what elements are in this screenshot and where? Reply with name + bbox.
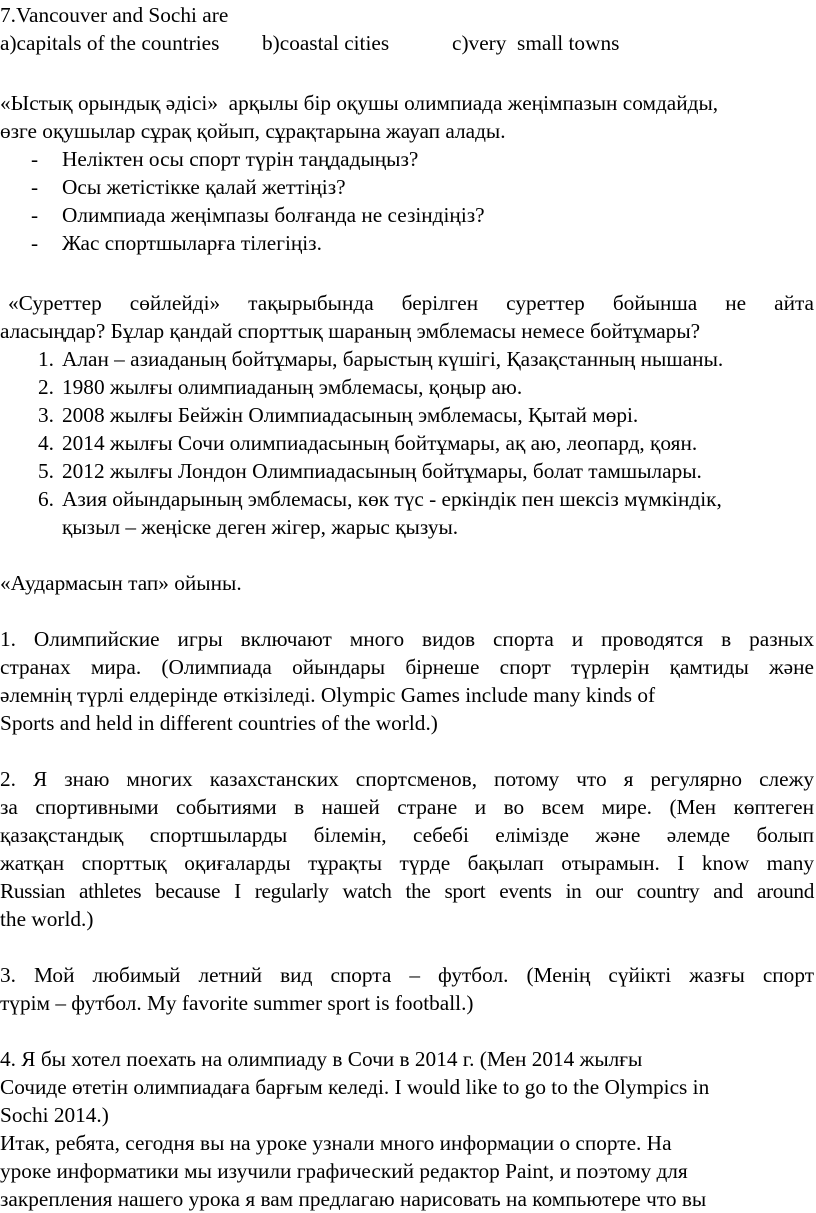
bullet-dash: -: [31, 175, 39, 199]
paragraph-line: уроке информатики мы изучили графический редактор Paint, и поэтому для: [0, 1159, 688, 1183]
paragraph-line: қазақстандық спортшыларды білемін, себебі елімізде және әлемде болып: [0, 823, 814, 847]
item-number: 5.: [38, 459, 54, 483]
item-number: 4.: [38, 431, 54, 455]
item-number: 6.: [38, 487, 54, 511]
pictures-intro-line1: «Суреттер сөйлейді» тақырыбында берілген суреттер бойынша не айта: [8, 291, 814, 315]
question-text: Жас спортшыларға тілегіңіз.: [62, 231, 322, 255]
translation-game-title: «Аудармасын тап» ойыны.: [0, 571, 242, 595]
item-text: 2008 жылғы Бейжін Олимпиадасының эмблемасы, Қытай мөрі.: [62, 403, 639, 427]
hot-seat-intro-line1: «Ыстық орындық әдісі» арқылы бір оқушы олимпиада жеңімпазын сомдайды,: [0, 91, 719, 115]
paragraph-line: түрім – футбол. My favorite summer sport is football.): [0, 991, 474, 1015]
paragraph-line: 3. Мой любимый летний вид спорта – футбол. (Менің сүйікті жазғы спорт: [0, 963, 814, 987]
paragraph-line: 2. Я знаю многих казахстанских спортсменов, потому что я регулярно слежу: [0, 767, 814, 791]
item-text: 2012 жылғы Лондон Олимпиадасының бойтұмары, болат тамшылары.: [62, 459, 702, 483]
paragraph-line: әлемнің түрлі елдерінде өткізіледі. Olympic Games include many kinds of: [0, 683, 656, 707]
paragraph-line: странах мира. (Олимпиада ойындары бірнеше спорт түрлерін қамтиды және: [0, 655, 814, 679]
paragraph-line: Sochi 2014.): [0, 1103, 109, 1127]
question-text: Олимпиада жеңімпазы болғанда не сезіндіңіз?: [62, 203, 485, 227]
item-number: 2.: [38, 375, 54, 399]
question-title: 7.Vancouver and Sochi are: [0, 3, 229, 27]
paragraph-line: жатқан спорттық оқиғаларды тұрақты түрде бақылап отырамын. I know many: [0, 851, 814, 875]
item-text: 2014 жылғы Сочи олимпиадасының бойтұмары, ақ аю, леопард, қоян.: [62, 431, 698, 455]
item-number: 1.: [38, 347, 54, 371]
paragraph-line: Russian athletes because I regularly watch the sport events in our country and around: [0, 879, 814, 903]
option-b: b)coastal cities: [262, 31, 390, 55]
paragraph-line: Итак, ребята, сегодня вы на уроке узнали много информации о спорте. На: [0, 1131, 672, 1155]
question-text: Осы жетістікке қалай жеттіңіз?: [62, 175, 346, 199]
item-text: Азия ойындарының эмблемасы, көк түс - еркіндік пен шексіз мүмкіндік,: [62, 487, 722, 511]
paragraph-line: закрепления нашего урока я вам предлагаю нарисовать на компьютере что вы: [0, 1187, 707, 1211]
bullet-dash: -: [31, 231, 39, 255]
option-a: a)capitals of the countries: [0, 31, 220, 55]
question-text: Неліктен осы спорт түрін таңдадыңыз?: [62, 147, 419, 171]
option-c: c)very small towns: [452, 31, 620, 55]
paragraph-line: Сочиде өтетін олимпиадаға барғым келеді. I would like to go to the Olympics in: [0, 1075, 710, 1099]
paragraph-line: 4. Я бы хотел поехать на олимпиаду в Сочи в 2014 г. (Мен 2014 жылғы: [0, 1047, 643, 1071]
paragraph-line: the world.): [0, 907, 94, 931]
item-number: 3.: [38, 403, 54, 427]
bullet-dash: -: [31, 203, 39, 227]
paragraph-line: Sports and held in different countries of the world.): [0, 711, 438, 735]
bullet-dash: -: [31, 147, 39, 171]
hot-seat-intro-line2: өзге оқушылар сұрақ қойып, сұрақтарына жауап алады.: [0, 119, 506, 143]
paragraph-line: 1. Олимпийские игры включают много видов спорта и проводятся в разных: [0, 627, 814, 651]
paragraph-line: за спортивными событиями в нашей стране и во всем мире. (Мен көптеген: [0, 795, 814, 819]
item-text: Алан – азиаданың бойтұмары, барыстың күшігі, Қазақстанның нышаны.: [62, 347, 724, 371]
item-text: 1980 жылғы олимпиаданың эмблемасы, қоңыр аю.: [62, 375, 523, 399]
pictures-intro-line2: аласыңдар? Бұлар қандай спорттық шараның эмблемасы немесе бойтұмары?: [0, 319, 701, 343]
item-text-continuation: қызыл – жеңіске деген жігер, жарыс қызуы.: [62, 515, 459, 539]
